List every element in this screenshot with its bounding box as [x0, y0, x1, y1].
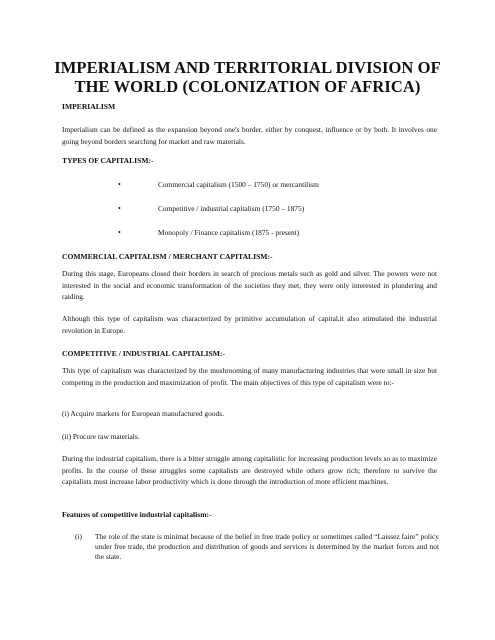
bullet-icon: • — [118, 228, 121, 237]
imperialism-paragraph: Imperialism can be defined as the expansion beyond one's border, either by conquest, influence or by both. It involves one going beyond borders searching for market and raw materials. — [62, 125, 437, 146]
competitive-paragraph-1: This type of capitalism was characterized by the mushrooming of many manufacturing industries that were small in size but competing in the production and maximization of profit. The main objectives of this type of capitalism were to:- — [62, 366, 437, 387]
bullet-icon: • — [118, 180, 121, 189]
commercial-heading: COMMERCIAL CAPITALISM / MERCHANT CAPITALISM:- — [62, 252, 273, 261]
feature-number: (i) — [75, 532, 82, 541]
imperialism-heading: IMPERIALISM — [62, 102, 116, 111]
features-heading: Features of competitive industrial capitalism:- — [62, 510, 212, 519]
document-page: IMPERIALISM AND TERRITORIAL DIVISION OF THE WORLD (COLONIZATION OF AFRICA) IMPERIALISM Imperialism can be defined as the expansion beyond one's border, either by conquest, influence or by both. It involves one going beyond borders searching for market and raw materials. TYPES OF CAPITALISM:- • Commercial capitalism (1500 – 1750) or mercantilism • Competitive / industrial capitalism (1750 – 1875) • Monopoly / Finance capitalism (1875 - present) COMMERCIAL CAPITALISM / MERCHANT CAPITALISM:- During this stage, Europeans closed their borders in search of precious metals such as gold and silver. The powers were not interested in the social and economic transformation of the societies they met, they were only interested in plundering and raiding. Although this type of capitalism was characterized by primitive accumulation of capital,it also stimulated the industrial revolution in Europe. COMPETITIVE / INDUSTRIAL CAPITALISM:- This type of capitalism was characterized by the mushrooming of many manufacturing industries that were small in size but competing in the production and maximization of profit. The main objectives of this type of capitalism were to:- (i) Acquire markets for European manufactured goods. (ii) Procure raw materials. During the industrial capitalism, there is a bitter struggle among capitalistic for increasing production levels so as to maximize profits. In the course of these struggles some capitalists are destroyed while others grow rich; therefore to survive the capitalists must increase labor productivity which is done through the introduction of more efficient machines. Features of competitive industrial capitalism:- (i) The role of the state is minimal because of the belief in free trade policy or sometimes called “Laissez faire” policy under free trade, the production and distribution of goods and services is determined by the market forces and not the state. — [0, 0, 495, 640]
competitive-paragraph-2: During the industrial capitalism, there is a bitter struggle among capitalistic for increasing production levels so as to maximize profits. In the course of these struggles some capitalists are destroyed while others grow rich; therefore to survive the capitalists must increase labor productivity which is done through the introduction of more efficient machines. — [62, 454, 437, 486]
objective-item-1: (i) Acquire markets for European manufactured goods. — [62, 409, 224, 418]
objective-item-2: (ii) Procure raw materials. — [62, 432, 140, 441]
competitive-heading: COMPETITIVE / INDUSTRIAL CAPITALISM:- — [62, 349, 225, 358]
commercial-paragraph-1: During this stage, Europeans closed their borders in search of precious metals such as gold and silver. The powers were not interested in the social and economic transformation of the societies they met, they were only interested in plundering and raiding. — [62, 269, 437, 301]
feature-text: The role of the state is minimal because of the belief in free trade policy or sometimes called “Laissez faire” policy under free trade, the production and distribution of goods and services is determined by the market forces and not the state. — [95, 532, 439, 561]
commercial-paragraph-2: Although this type of capitalism was characterized by primitive accumulation of capital,it also stimulated the industrial revolution in Europe. — [62, 314, 437, 335]
document-title: IMPERIALISM AND TERRITORIAL DIVISION OF THE WORLD (COLONIZATION OF AFRICA) — [54, 58, 441, 96]
bullet-icon: • — [118, 204, 121, 213]
types-heading: TYPES OF CAPITALISM:- — [62, 156, 154, 165]
